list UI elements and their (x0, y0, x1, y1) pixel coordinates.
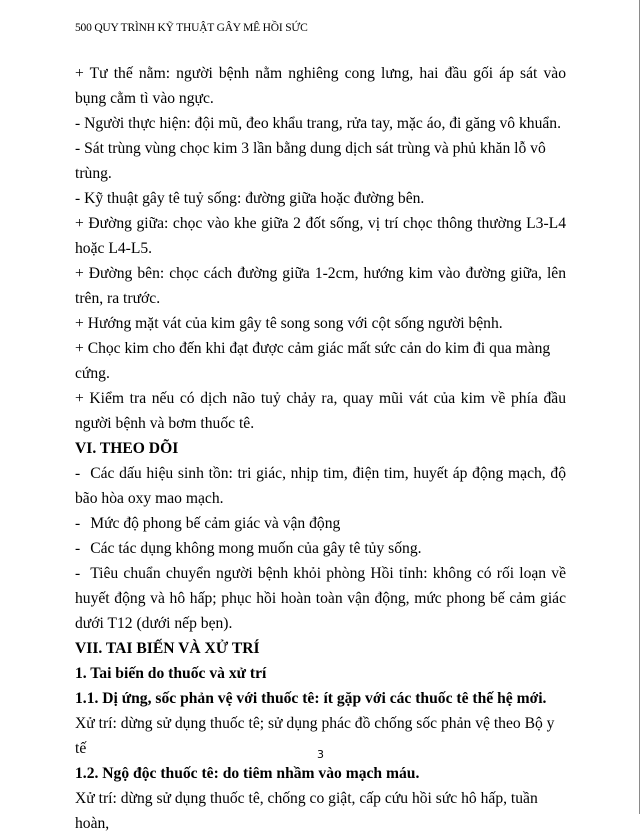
document-body (75, 61, 566, 836)
running-header: 500 QUY TRÌNH KỸ THUẬT GÂY MÊ HỒI SỨC (75, 22, 308, 34)
page-number: 3 (317, 748, 324, 761)
treatment-text: Xử trí: dừng sử dụng thuốc tê; sử dụng phác đồ chống sốc phản vệ theo Bộ y tế (75, 715, 555, 757)
monitoring-item: - Các dấu hiệu sinh tồn: tri giác, nhịp tim, điện tim, huyết áp động mạch, độ bão hòa oxy mao mạch. (75, 465, 566, 507)
procedure-line: + Tư thế nằm: người bệnh nằm nghiêng cong lưng, hai đầu gối áp sát vào bụng cằm tì vào ngực. (75, 65, 566, 107)
section-heading-tai-bien: VII. TAI BIẾN VÀ XỬ TRÍ (75, 640, 260, 657)
procedure-line: + Đường bên: chọc cách đường giữa 1-2cm, hướng kim vào đường giữa, lên trên, ra trước. (75, 265, 566, 307)
procedure-line: - Kỹ thuật gây tê tuỷ sống: đường giữa hoặc đường bên. (75, 190, 425, 207)
procedure-line: - Người thực hiện: đội mũ, đeo khẩu trang, rửa tay, mặc áo, đi găng vô khuẩn. (75, 115, 561, 132)
procedure-line: + Hướng mặt vát của kim gây tê song song với cột sống người bệnh. (75, 315, 503, 332)
monitoring-item-text: Các tác dụng không mong muốn của gây tê tủy sống. (90, 540, 422, 557)
procedure-line: - Sát trùng vùng chọc kim 3 lần bằng dung dịch sát trùng và phủ khăn lỗ vô trùng. (75, 140, 546, 182)
monitoring-item: - Tiêu chuẩn chuyển người bệnh khỏi phòng Hồi tỉnh: không có rối loạn về huyết động và hô hấp; phục hồi hoàn toàn vận động, mức phong bế cảm giác dưới T12 (dưới nếp bẹn). (75, 565, 566, 632)
section-heading-theo-doi: VI. THEO DÕI (75, 440, 179, 457)
procedure-line: + Kiểm tra nếu có dịch não tuỷ chảy ra, quay mũi vát của kim về phía đầu người bệnh và bơm thuốc tê. (75, 390, 566, 432)
monitoring-item-text: Mức độ phong bế cảm giác và vận động (90, 515, 341, 532)
monitoring-item: - Mức độ phong bế cảm giác và vận động (75, 515, 341, 532)
subsection-heading: 1. Tai biến do thuốc và xử trí (75, 665, 267, 682)
subsection-heading: 1.2. Ngộ độc thuốc tê: do tiêm nhầm vào mạch máu. (75, 765, 420, 782)
monitoring-item-text: Các dấu hiệu sinh tồn: tri giác, nhịp tim, điện tim, huyết áp động mạch, độ bão hòa oxy mao mạch. (75, 465, 566, 507)
procedure-line: + Chọc kim cho đến khi đạt được cảm giác mất sức cản do kim đi qua màng cứng. (75, 340, 551, 382)
page-edge-divider (639, 0, 640, 814)
subsection-heading: 1.1. Dị ứng, sốc phản vệ với thuốc tê: ít gặp với các thuốc tê thế hệ mới. (75, 690, 547, 707)
monitoring-item: - Các tác dụng không mong muốn của gây tê tủy sống. (75, 540, 422, 557)
monitoring-item-text: Tiêu chuẩn chuyển người bệnh khỏi phòng Hồi tỉnh: không có rối loạn về huyết động và hô hấp; phục hồi hoàn toàn vận động, mức phong bế cảm giác dưới T12 (dưới nếp bẹn). (75, 565, 566, 632)
treatment-text: Xử trí: dừng sử dụng thuốc tê, chống co giật, cấp cứu hồi sức hô hấp, tuần hoàn, (75, 790, 538, 832)
procedure-line: + Đường giữa: chọc vào khe giữa 2 đốt sống, vị trí chọc thông thường L3-L4 hoặc L4-L5. (75, 215, 566, 257)
